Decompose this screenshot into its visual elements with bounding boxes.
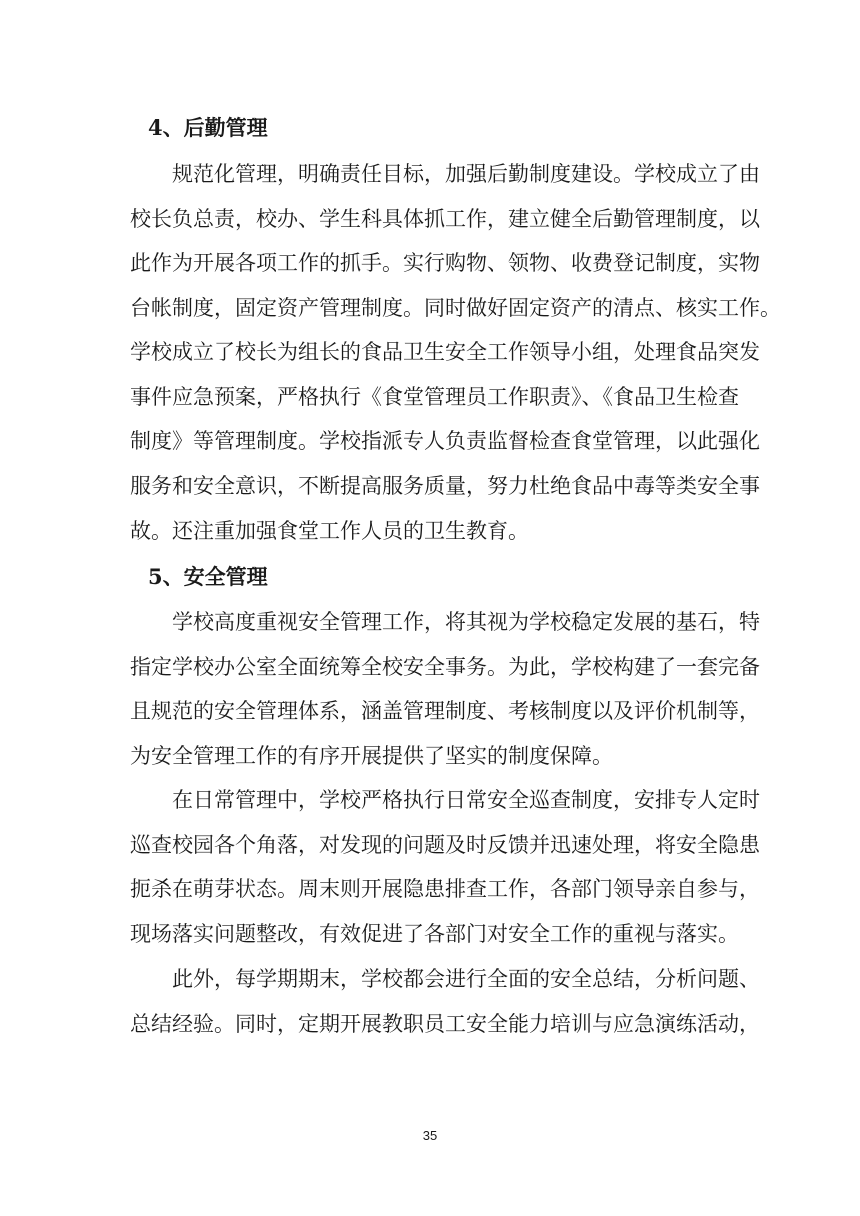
section-heading: 4、后勤管理 xyxy=(148,115,268,140)
text-line: 事件应急预案，严格执行《食堂管理员工作职责》、《食品卫生检查 xyxy=(130,385,739,409)
page-number: 35 xyxy=(422,1128,438,1143)
text-line: 巡查校园各个角落，对发现的问题及时反馈并迅速处理，将安全隐患 xyxy=(130,833,760,857)
text-line: 学校成立了校长为组长的食品卫生安全工作领导小组，处理食品突发 xyxy=(130,340,760,364)
section-heading: 5、安全管理 xyxy=(148,564,268,589)
text-line: 制度》等管理制度。学校指派专人负责监督检查食堂管理，以此强化 xyxy=(130,429,760,453)
text-line: 校长负总责，校办、学生科具体抓工作，建立健全后勤管理制度，以 xyxy=(130,207,760,231)
text-line: 台帐制度，固定资产管理制度。同时做好固定资产的清点、核实工作。 xyxy=(130,296,781,320)
text-line: 指定学校办公室全面统筹全校安全事务。为此，学校构建了一套完备 xyxy=(130,655,760,679)
text-line: 故。还注重加强食堂工作人员的卫生教育。 xyxy=(130,519,529,543)
text-line: 规范化管理，明确责任目标，加强后勤制度建设。学校成立了由 xyxy=(172,162,760,186)
text-line: 总结经验。同时，定期开展教职员工安全能力培训与应急演练活动， xyxy=(130,1012,760,1036)
text-line: 学校高度重视安全管理工作，将其视为学校稳定发展的基石，特 xyxy=(172,610,760,634)
text-line: 此作为开展各项工作的抓手。实行购物、领物、收费登记制度，实物 xyxy=(130,251,760,275)
text-line: 扼杀在萌芽状态。周末则开展隐患排查工作，各部门领导亲自参与， xyxy=(130,877,760,901)
text-line: 现场落实问题整改，有效促进了各部门对安全工作的重视与落实。 xyxy=(130,922,739,946)
text-line: 在日常管理中，学校严格执行日常安全巡查制度，安排专人定时 xyxy=(172,788,760,812)
text-line: 此外，每学期期末，学校都会进行全面的安全总结，分析问题、 xyxy=(172,967,760,991)
text-line: 为安全管理工作的有序开展提供了坚实的制度保障。 xyxy=(130,744,613,768)
text-line: 且规范的安全管理体系，涵盖管理制度、考核制度以及评价机制等， xyxy=(130,699,760,723)
text-line: 服务和安全意识，不断提高服务质量，努力杜绝食品中毒等类安全事 xyxy=(130,474,760,498)
